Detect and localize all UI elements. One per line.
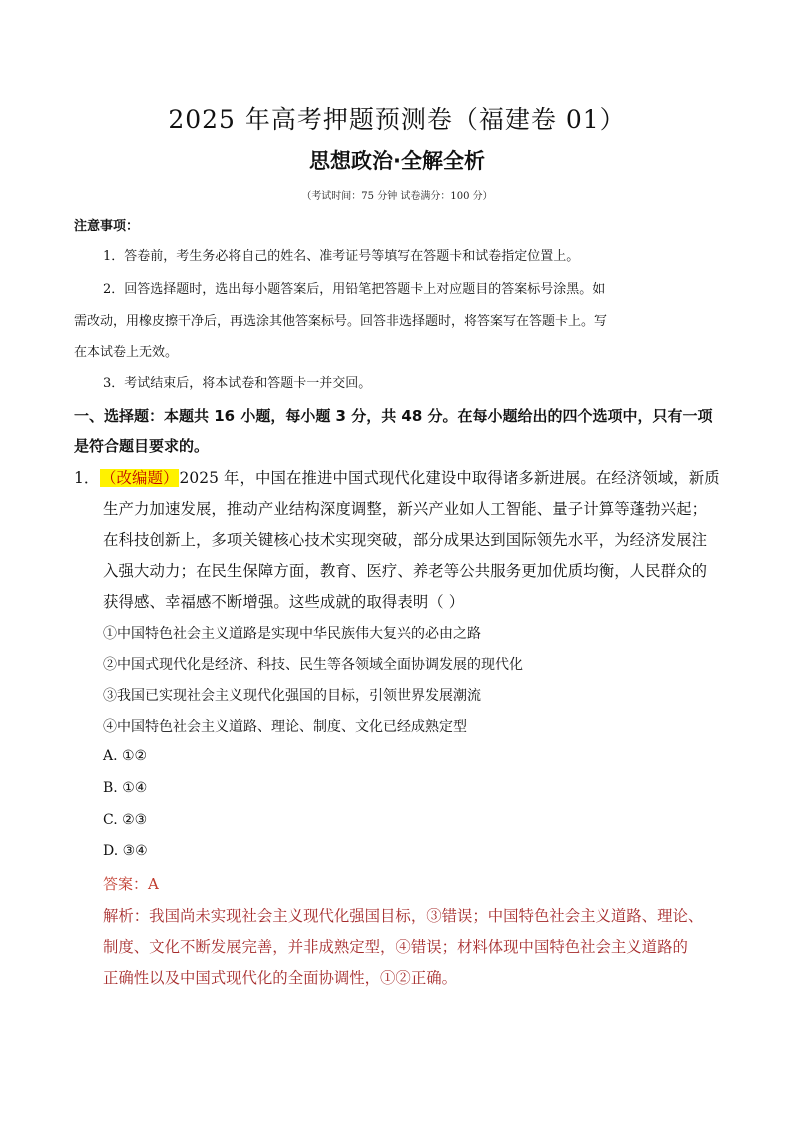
notice-item-2-line-1: 2．回答选择题时，选出每小题答案后，用铅笔把答题卡上对应题目的答案标号涂黑。如 bbox=[103, 282, 606, 297]
notice-heading: 注意事项： bbox=[74, 219, 140, 234]
choice-b: B. ①④ bbox=[103, 780, 148, 796]
question-line-5: 获得感、幸福感不断增强。这些成就的取得表明（ ） bbox=[103, 593, 465, 611]
question-number: 1． bbox=[74, 469, 100, 487]
question-line-3: 在科技创新上，多项关键核心技术实现突破，部分成果达到国际领先水平，为经济发展注 bbox=[103, 531, 708, 549]
question-text-1: 2025 年，中国在推进中国式现代化建设中取得诸多新进展。在经济领域，新质 bbox=[179, 469, 720, 487]
statement-3: ③我国已实现社会主义现代化强国的目标，引领世界发展潮流 bbox=[103, 688, 481, 704]
answer: 答案：A bbox=[103, 875, 159, 893]
adapted-question-tag: （改编题） bbox=[101, 469, 179, 487]
analysis-line-2: 制度、文化不断发展完善，并非成熟定型，④错误；材料体现中国特色社会主义道路的 bbox=[103, 938, 688, 956]
analysis-line-3: 正确性以及中国式现代化的全面协调性，①②正确。 bbox=[103, 969, 457, 987]
statement-1: ①中国特色社会主义道路是实现中华民族伟大复兴的必由之路 bbox=[103, 626, 481, 642]
question-line-1 bbox=[100, 466, 720, 488]
notice-item-2-line-3: 在本试卷上无效。 bbox=[74, 345, 179, 360]
page-title: 2025 年高考押题预测卷（福建卷 01） bbox=[168, 105, 626, 134]
exam-info: （考试时间：75 分钟 试卷满分：100 分） bbox=[301, 191, 493, 202]
page-subtitle: 思想政治·全解全析 bbox=[309, 149, 485, 173]
question-line-2: 生产力加速发展，推动产业结构深度调整，新兴产业如人工智能、量子计算等蓬勃兴起； bbox=[103, 500, 708, 518]
question-line-4: 入强大动力；在民生保障方面，教育、医疗、养老等公共服务更加优质均衡，人民群众的 bbox=[103, 562, 708, 580]
choice-d: D. ③④ bbox=[103, 843, 148, 859]
analysis-line-1: 解析：我国尚未实现社会主义现代化强国目标，③错误；中国特色社会主义道路、理论、 bbox=[103, 907, 704, 925]
section-heading-line-1: 一、选择题：本题共 16 小题，每小题 3 分，共 48 分。在每小题给出的四个选项中，只有一项 bbox=[74, 407, 713, 425]
notice-item-3: 3．考试结束后，将本试卷和答题卡一并交回。 bbox=[103, 376, 372, 391]
notice-item-1: 1．答卷前，考生务必将自己的姓名、准考证号等填写在答题卡和试卷指定位置上。 bbox=[103, 249, 580, 264]
choice-c: C. ②③ bbox=[103, 812, 148, 828]
notice-item-2-line-2: 需改动，用橡皮擦干净后，再选涂其他答案标号。回答非选择题时，将答案写在答题卡上。写 bbox=[74, 314, 608, 329]
statement-4: ④中国特色社会主义道路、理论、制度、文化已经成熟定型 bbox=[103, 719, 467, 735]
statement-2: ②中国式现代化是经济、科技、民生等各领域全面协调发展的现代化 bbox=[103, 657, 523, 673]
choice-a: A. ①② bbox=[103, 748, 148, 764]
section-heading-line-2: 是符合题目要求的。 bbox=[74, 437, 210, 455]
